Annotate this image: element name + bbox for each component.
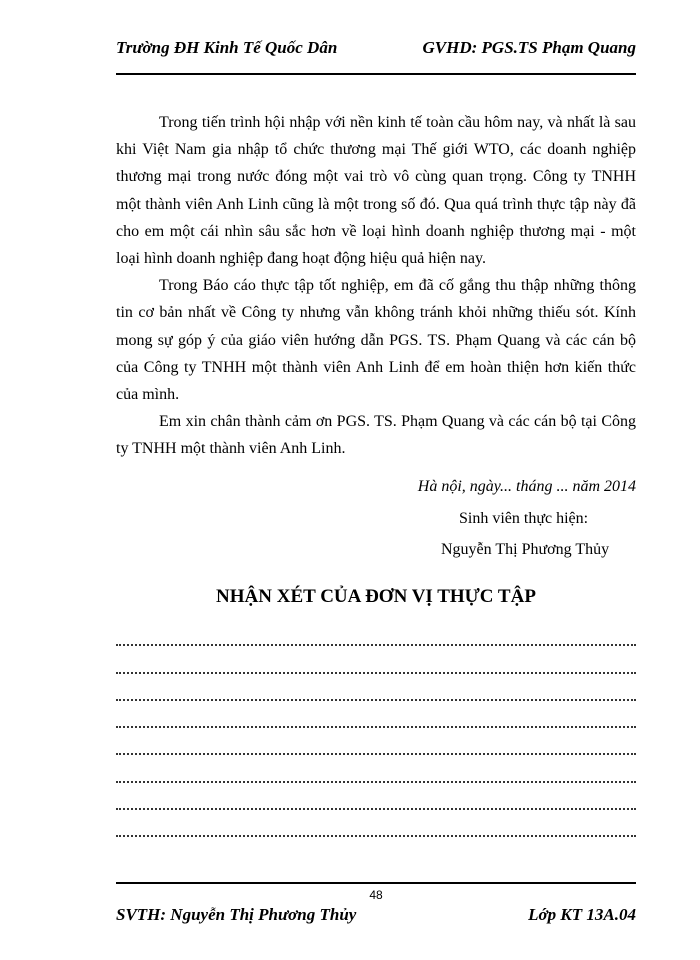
header-supervisor: GVHD: PGS.TS Phạm Quang	[422, 38, 636, 57]
header-rule	[116, 73, 636, 75]
dotted-blank-line	[116, 789, 636, 816]
signature-date: Hà nội, ngày... tháng ... năm 2014	[417, 478, 636, 495]
page-header	[116, 38, 636, 62]
evaluation-title: NHẬN XÉT CỦA ĐƠN VỊ THỰC TẬP	[216, 586, 536, 607]
footer-class: Lớp KT 13A.04	[528, 905, 636, 924]
signature-label: Sinh viên thực hiện:	[459, 510, 589, 527]
dotted-blank-line	[116, 761, 636, 788]
evaluation-blank-lines	[116, 625, 636, 843]
paragraph-3: Em xin chân thành cảm ơn PGS. TS. Phạm Quang và các cán bộ tại Công ty TNHH một thành viên Anh Linh.	[116, 413, 636, 458]
page-number: 48	[369, 888, 383, 902]
footer-student: SVTH: Nguyễn Thị Phương Thủy	[116, 905, 357, 924]
dotted-blank-line	[116, 680, 636, 707]
paragraph-2: Trong Báo cáo thực tập tốt nghiệp, em đã cố gắng thu thập những thông tin cơ bản nhất về Công ty nhưng vẫn không tránh khỏi những thiếu sót. Kính mong sự góp ý của giáo viên hướng dẫn PGS. TS. Phạm Quang và các cán bộ của Công ty TNHH một thành viên Anh Linh để em hoàn thiện hơn kiến thức của mình.	[116, 277, 636, 404]
page-footer	[116, 905, 636, 929]
dotted-blank-line	[116, 652, 636, 679]
body-text	[116, 109, 636, 463]
header-university: Trường ĐH Kinh Tế Quốc Dân	[116, 38, 338, 57]
dotted-blank-line	[116, 707, 636, 734]
signature-name: Nguyễn Thị Phương Thủy	[441, 541, 610, 558]
dotted-blank-line	[116, 625, 636, 652]
paragraph-1: Trong tiến trình hội nhập với nền kinh tế toàn cầu hôm nay, và nhất là sau khi Việt Nam gia nhập tổ chức thương mại Thế giới WTO, các doanh nghiệp thương mại trong nước đóng một vai trò vô cùng quan trọng. Công ty TNHH một thành viên Anh Linh cũng là một trong số đó. Qua quá trình thực tập này đã cho em một cái nhìn sâu sắc hơn về loại hình doanh nghiệp thương mại - một loại hình doanh nghiệp đang hoạt động hiệu quả hiện nay.	[116, 114, 636, 268]
dotted-blank-line	[116, 816, 636, 843]
footer-rule	[116, 882, 636, 884]
dotted-blank-line	[116, 734, 636, 761]
